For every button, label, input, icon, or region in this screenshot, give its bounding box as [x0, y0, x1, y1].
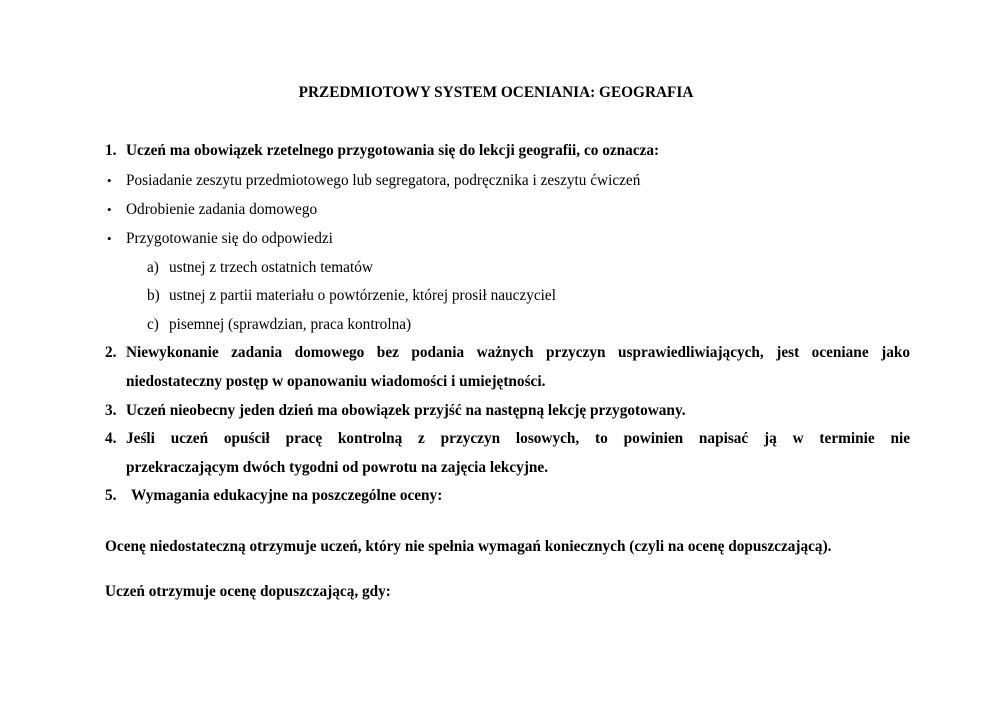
paragraph-dopuszczajaca: Uczeń otrzymuje ocenę dopuszczającą, gdy: — [105, 583, 391, 600]
item-text-line-1: Niewykonanie zadania domowego bez podania ważnych przyczyn usprawiedliwiających, jest oceniane jako — [126, 344, 910, 361]
item-number: 2. — [105, 344, 117, 361]
document-title: PRZEDMIOTOWY SYSTEM OCENIANIA: GEOGRAFIA — [298, 84, 694, 101]
item-number: 4. — [105, 430, 117, 447]
item-number: 5. — [105, 487, 117, 504]
bullet-icon: • — [107, 173, 112, 188]
item-number: 1. — [105, 142, 117, 159]
bullet-text: Przygotowanie się do odpowiedzi — [126, 230, 333, 247]
sub-item-label: a) — [147, 259, 159, 276]
paragraph-niedostateczna: Ocenę niedostateczną otrzymuje uczeń, który nie spełnia wymagań koniecznych (czyli na ocenę dopuszczającą). — [105, 538, 832, 555]
item-text: Wymagania edukacyjne na poszczególne oceny: — [131, 487, 443, 504]
item-number: 3. — [105, 402, 117, 419]
bullet-icon: • — [107, 202, 112, 217]
bullet-icon: • — [107, 231, 112, 246]
sub-item-text: ustnej z trzech ostatnich tematów — [169, 259, 373, 276]
item-text: Uczeń nieobecny jeden dzień ma obowiązek przyjść na następną lekcję przygotowany. — [126, 402, 686, 419]
sub-item-text: pisemnej (sprawdzian, praca kontrolna) — [169, 316, 412, 333]
item-text: Uczeń ma obowiązek rzetelnego przygotowania się do lekcji geografii, co oznacza: — [126, 142, 660, 159]
item-text-line-1: Jeśli uczeń opuścił pracę kontrolną z przyczyn losowych, to powinien napisać ją w terminie nie — [126, 430, 910, 447]
item-text-line-2: przekraczającym dwóch tygodni od powrotu na zajęcia lekcyjne. — [126, 459, 549, 476]
sub-item-label: c) — [147, 316, 159, 333]
bullet-text: Posiadanie zeszytu przedmiotowego lub segregatora, podręcznika i zeszytu ćwiczeń — [126, 172, 641, 189]
item-text-line-2: niedostateczny postęp w opanowaniu wiadomości i umiejętności. — [126, 373, 546, 390]
sub-item-label: b) — [147, 287, 160, 304]
bullet-text: Odrobienie zadania domowego — [126, 201, 318, 218]
sub-item-text: ustnej z partii materiału o powtórzenie, której prosił nauczyciel — [169, 287, 556, 304]
